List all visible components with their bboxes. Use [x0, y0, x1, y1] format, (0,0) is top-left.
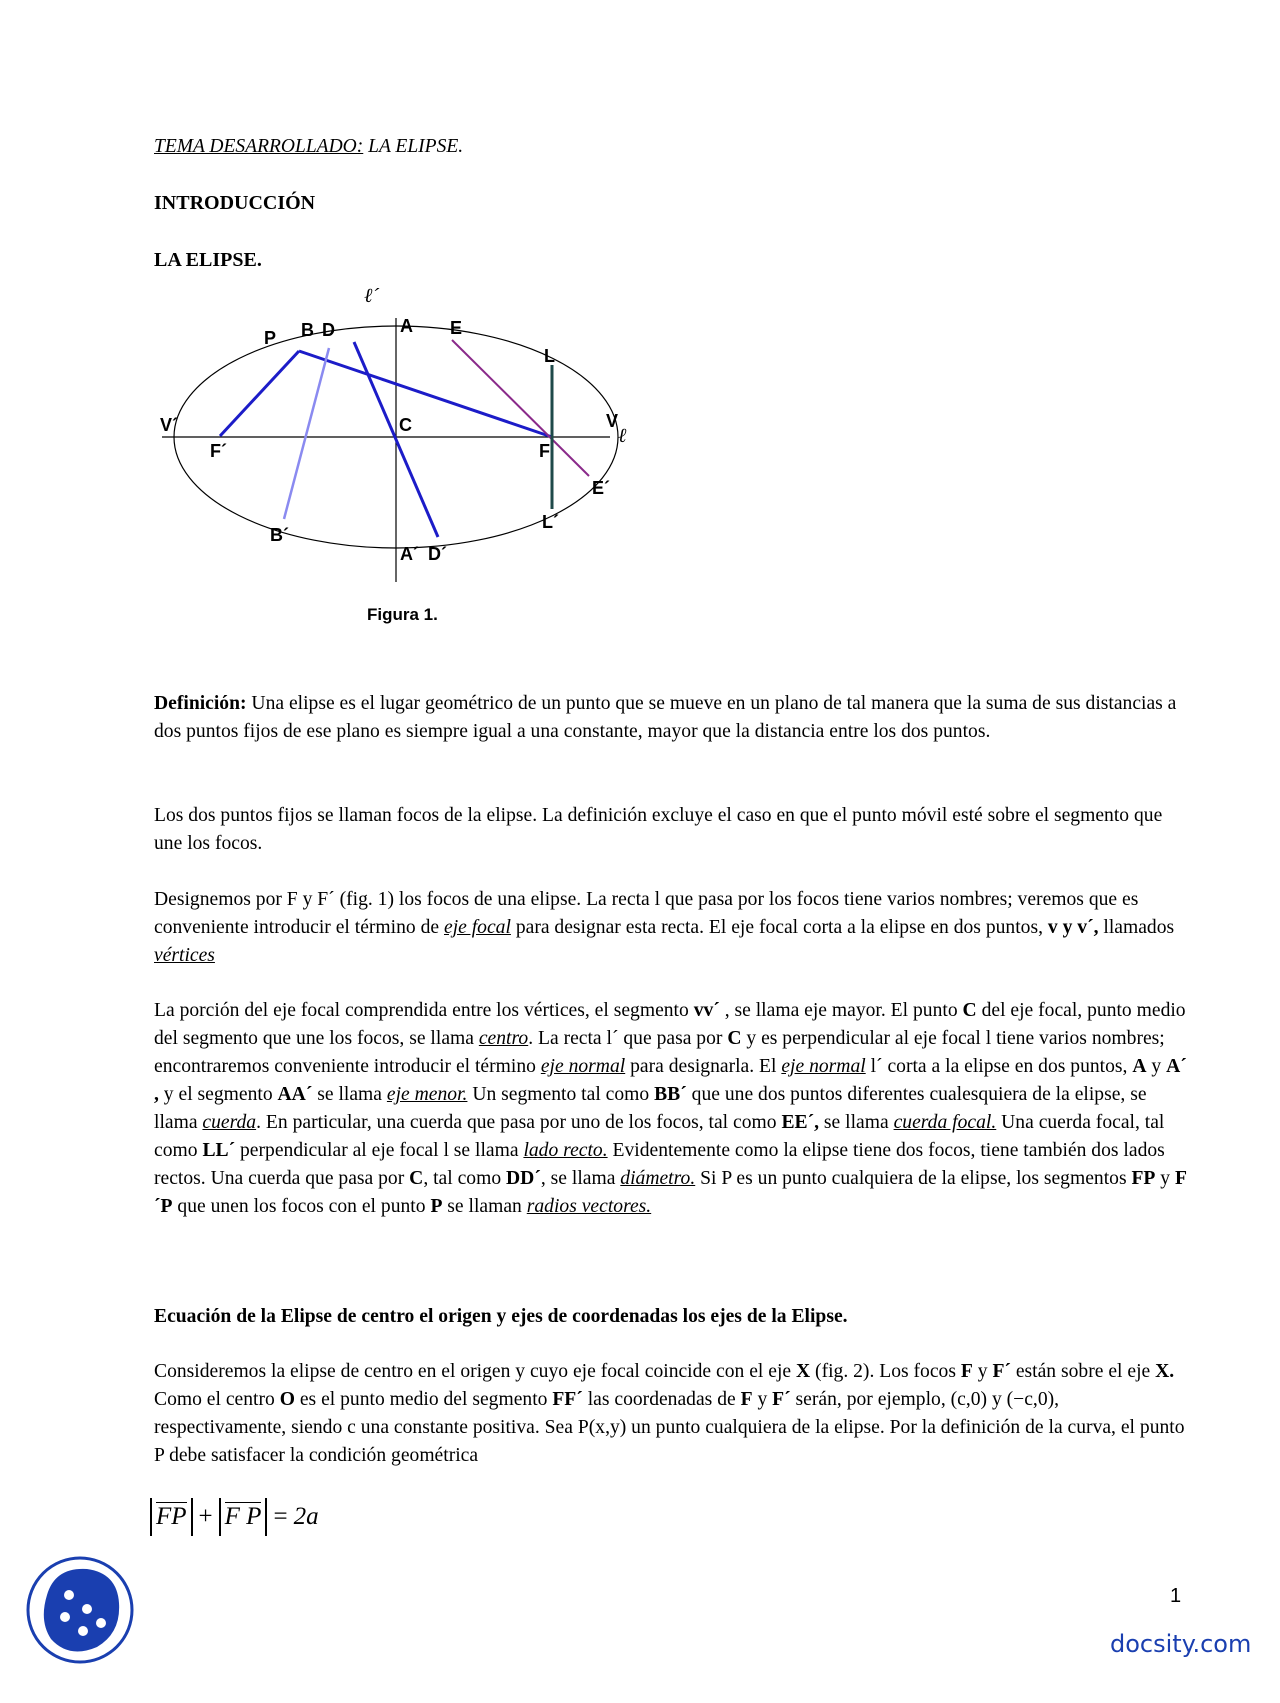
radius-vector-f-p	[299, 351, 552, 437]
label-a: A	[400, 316, 413, 336]
label-f: F	[539, 441, 550, 461]
label-v: V	[606, 411, 619, 431]
label-l-point: L	[544, 346, 555, 366]
heading-la-elipse: LA ELIPSE.	[154, 249, 262, 271]
paragraph-focos: Los dos puntos fijos se llaman focos de la elipse. La definición excluye el caso en que el punto móvil esté sobre el segmento que une los focos.	[154, 805, 1163, 854]
label-v-prime: V´	[160, 415, 178, 435]
ellipse-equation: FP + F P = 2a	[150, 1495, 319, 1539]
docsity-link[interactable]: docsity.com	[1110, 1630, 1252, 1658]
label-p: P	[264, 328, 277, 348]
ellipse-figure	[160, 285, 680, 678]
label-f-prime: F´	[210, 441, 227, 461]
label-b-prime: B´	[270, 525, 289, 545]
docsity-logo-icon	[25, 1555, 135, 1665]
focal-chord-ee	[452, 340, 589, 476]
label-b: B	[301, 320, 314, 340]
label-d-prime: D´	[428, 544, 447, 564]
label-l-prime-point: L´	[542, 512, 559, 532]
paragraph-ecuacion: Consideremos la elipse de centro en el origen y cuyo eje focal coincide con el eje X (fig. 2). Los focos F y F´ están sobre el eje X. Como el centro O es el punto medio del segmento FF´ las coordenadas de F y F´ serán, por ejemplo, (c,0) y (−c,0), respectivamente, siendo c una constante positiva. Sea P(x,y) un punto cualquiera de la elipse. Por la definición de la curva, el punto P debe satisfacer la condición geométrica	[154, 1361, 1185, 1466]
label-l: ℓ	[618, 425, 627, 447]
page-number: 1	[1170, 1585, 1182, 1607]
chord-bb	[284, 348, 329, 519]
label-d: D	[322, 320, 335, 340]
heading-introduccion: INTRODUCCIÓN	[154, 192, 316, 214]
label-e: E	[450, 318, 463, 338]
paragraph-terminos: La porción del eje focal comprendida entre los vértices, el segmento vv´ , se llama eje mayor. El punto C del eje focal, punto medio del segmento que une los focos, se llama centro. La recta l´ que pasa por C y es perpendicular al eje focal l tiene varios nombres; encontraremos conveniente introducir el término eje normal para designarla. El eje normal l´ corta a la elipse en dos puntos, A y A´ , y el segmento AA´ se llama eje menor. Un segmento tal como BB´ que une dos puntos diferentes cualesquiera de la elipse, se llama cuerda. En particular, una cuerda que pasa por uno de los focos, tal como EE´, se llama cuerda focal. Una cuerda focal, tal como LL´ perpendicular al eje focal l se llama lado recto. Evidentemente como la elipse tiene dos focos, tiene también dos lados rectos. Una cuerda que pasa por C, tal como DD´, se llama diámetro. Si P es un punto cualquiera de la elipse, los segmentos FP y F´P que unen los focos con el punto P se llaman radios vectores.	[154, 1000, 1187, 1217]
figure-caption: Figura 1.	[367, 605, 438, 624]
label-a-prime: A´	[400, 544, 419, 564]
paragraph-eje-focal: Designemos por F y F´ (fig. 1) los focos de una elipse. La recta l que pasa por los focos tiene varios nombres; veremos que es conveniente introducir el término de eje focal para designar esta recta. El eje focal corta a la elipse en dos puntos, v y v´, llamados vértices	[154, 889, 1175, 966]
label-c: C	[399, 415, 412, 435]
heading-ecuacion: Ecuación de la Elipse de centro el origen y ejes de coordenadas los ejes de la Elipse.	[154, 1306, 848, 1327]
document-title: TEMA DESARROLLADO: LA ELIPSE.	[154, 136, 464, 157]
paragraph-definicion: Definición: Una elipse es el lugar geométrico de un punto que se mueve en un plano de tal manera que la suma de sus distancias a dos puntos fijos de ese plano es siempre igual a una constante, mayor que la distancia entre los dos puntos.	[154, 693, 1177, 742]
label-l-prime: ℓ´	[364, 285, 379, 307]
abs-fp: FP	[150, 1498, 193, 1536]
label-e-prime: E´	[592, 478, 610, 498]
radius-vector-fprime-p	[220, 351, 299, 436]
abs-fprime-p: F P	[219, 1498, 268, 1536]
